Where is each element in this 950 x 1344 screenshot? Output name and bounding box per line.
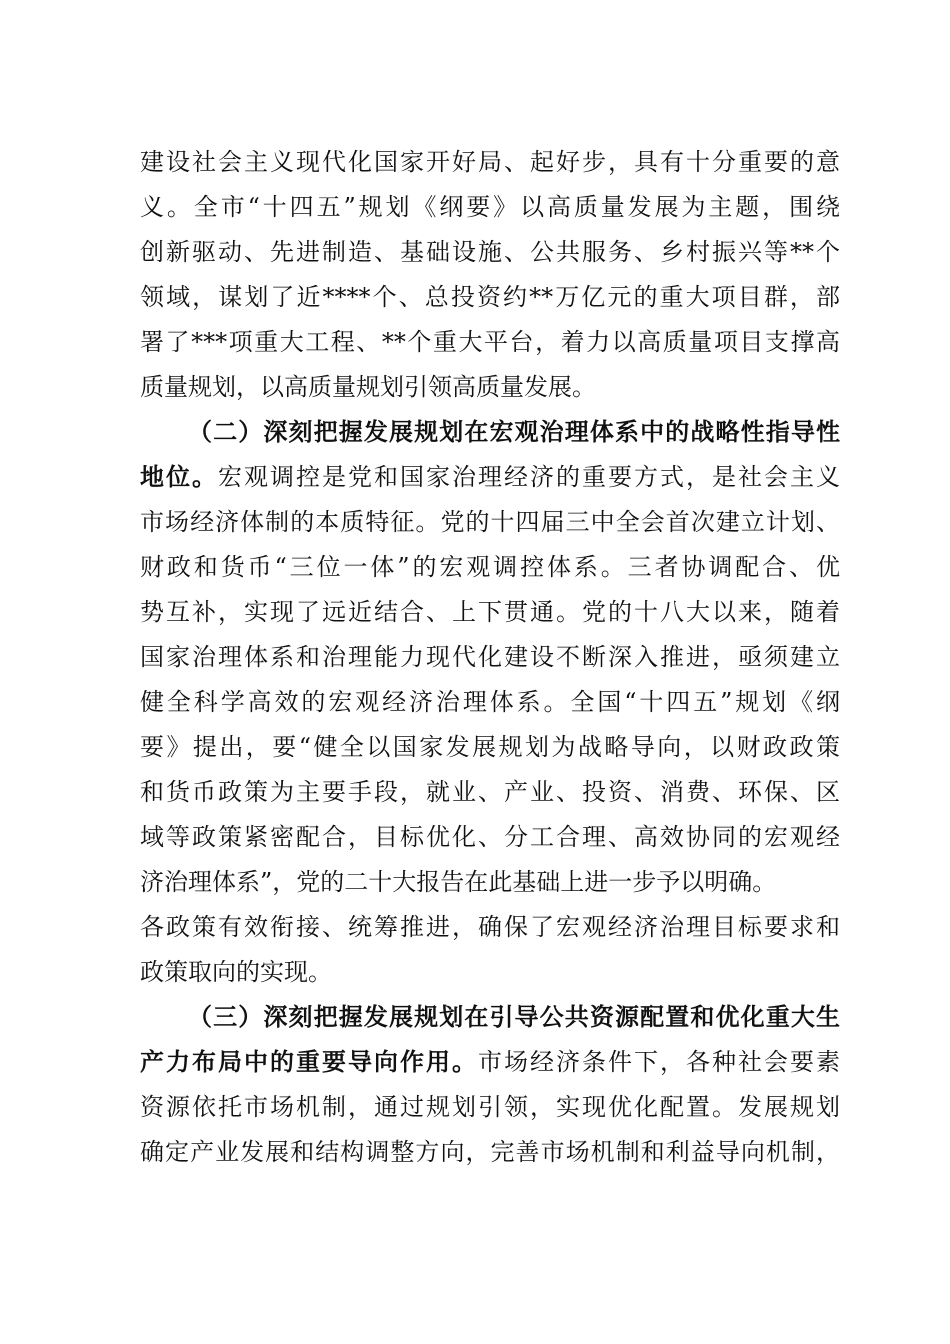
text-line: 创新驱动、先进制造、基础设施、公共服务、乡村振兴等**个	[140, 238, 840, 266]
text-line: 财政和货币“三位一体”的宏观调控体系。三者协调配合、优	[140, 553, 840, 581]
text-line: 确定产业发展和结构调整方向，完善市场机制和利益导向机制，	[140, 1138, 840, 1166]
text-line: 各政策有效衔接、统筹推进，确保了宏观经济治理目标要求和	[140, 913, 840, 941]
text-line: 健全科学高效的宏观经济治理体系。全国“十四五”规划《纲	[140, 688, 840, 716]
text-line: 要》提出，要“健全以国家发展规划为战略导向，以财政政策	[140, 733, 840, 761]
text-line: 领域，谋划了近****个、总投资约**万亿元的重大项目群，部	[140, 283, 840, 311]
text-line: 质量规划，以高质量规划引领高质量发展。	[140, 373, 596, 401]
text-line: 地位。宏观调控是党和国家治理经济的重要方式，是社会主义	[140, 463, 840, 491]
text-line: 资源依托市场机制，通过规划引领，实现优化配置。发展规划	[140, 1093, 840, 1121]
text-line: 义。全市“十四五”规划《纲要》以高质量发展为主题，围绕	[140, 193, 840, 221]
text-line: 域等政策紧密配合，目标优化、分工合理、高效协同的宏观经	[140, 823, 840, 851]
text-line: 市场经济体制的本质特征。党的十四届三中全会首次建立计划、	[140, 508, 840, 536]
text-line: 国家治理体系和治理能力现代化建设不断深入推进，亟须建立	[140, 643, 840, 671]
section-heading-3: （三）深刻把握发展规划在引导公共资源配置和优化重大生	[188, 1003, 840, 1031]
text-line: 产力布局中的重要导向作用。市场经济条件下，各种社会要素	[140, 1048, 840, 1076]
text-line: 政策取向的实现。	[140, 958, 332, 986]
text-line: 建设社会主义现代化国家开好局、起好步，具有十分重要的意	[140, 148, 840, 176]
section-heading-2: （二）深刻把握发展规划在宏观治理体系中的战略性指导性	[188, 418, 840, 446]
text-line: 署了***项重大工程、**个重大平台，着力以高质量项目支撑高	[140, 328, 840, 356]
text-line: 济治理体系”，党的二十大报告在此基础上进一步予以明确。	[140, 868, 777, 896]
text-line: 和货币政策为主要手段，就业、产业、投资、消费、环保、区	[140, 778, 840, 806]
text-line: 势互补，实现了远近结合、上下贯通。党的十八大以来，随着	[140, 598, 840, 626]
